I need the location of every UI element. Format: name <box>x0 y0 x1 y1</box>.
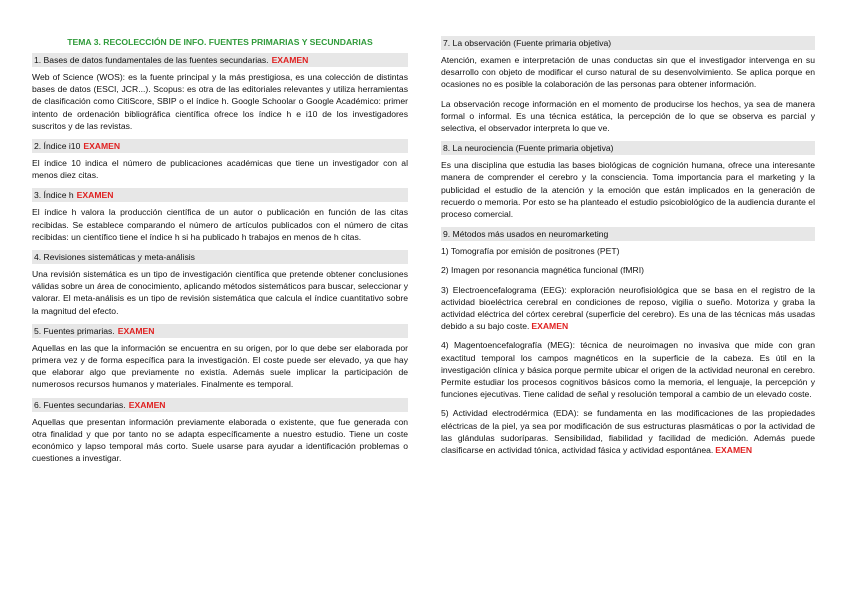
section-paragraph: Web of Science (WOS): es la fuente principal y la más prestigiosa, es una colección de distintas bases de datos (ESCI, JCR...). Scopus: es otra de las editoriales relevantes y utiliza herramientas de clasificación como CitiScore, SBIP o el índice h. Google Schoolar o Google Académico: primer intento de ordenación bibliográfica científica ofrece los índice h e i10 de los investigadores suscritos y de las revistas. <box>32 72 408 131</box>
heading-text: 1. Bases de datos fundamentales de las fuentes secundarias. <box>34 55 269 65</box>
section-fuentes-primarias <box>32 324 408 391</box>
right-column <box>441 36 815 463</box>
section-fuentes-secundarias <box>32 398 408 465</box>
heading-text: 3. Índice h <box>34 190 74 201</box>
heading-text: 5. Fuentes primarias. <box>34 325 115 336</box>
section-heading <box>32 324 408 338</box>
exam-tag: EXAMEN <box>128 399 166 410</box>
section-paragraph: Aquellas que presentan información previamente elaborada o existente, que fue generada con otra finalidad y que por tanto no se adapta específicamente a nuestro estudio. Tiene un coste económico y lapso temporal más corto. Suele usarse para ayudar a identificación problemas o cuestiones a investigar. <box>32 416 408 464</box>
section-heading: 8. La neurociencia (Fuente primaria objetiva) <box>441 141 815 155</box>
heading-text: 6. Fuentes secundarias. <box>34 399 126 410</box>
section-heading <box>32 53 408 67</box>
section-indice-i10 <box>32 139 408 181</box>
section-heading <box>32 250 408 264</box>
section-paragraph: Una revisión sistemática es un tipo de investigación científica que pretende obtener conclusiones válidas sobre un área de conocimiento, aplicando métodos sistemáticos para buscar, seleccionar y valorar. El meta-análisis es un tipo de revisión sistemática que calcula el índice cuantitativo sobre la magnitud del efecto. <box>32 269 408 316</box>
section-heading <box>32 398 408 412</box>
list-item-text: 5) Actividad electrodérmica (EDA): se fundamenta en las modificaciones de las propiedades eléctricas de la piel, ya sea por modificación de sus estructuras plasmáticas o por la actividad de las glándulas sudoríparas. Sensibilidad, fiabilidad y facilidad de medición. Además puede clasificarse en actividad tónica, actividad fásica y actividad espontánea. <box>441 408 815 456</box>
document-title: TEMA 3. RECOLECCIÓN DE INFO. FUENTES PRIMARIAS Y SECUNDARIAS <box>67 37 373 47</box>
list-item <box>441 407 815 456</box>
section-heading <box>32 188 408 202</box>
exam-tag: EXAMEN <box>271 55 309 65</box>
section-indice-h <box>32 188 408 243</box>
list-item-text: 3) Electroencefalograma (EEG): exploración neurofisiológica que se basa en el registro de la actividad bioeléctrica cerebral en condiciones de reposo, vigilia o sueño. Motoriza y graba la actividad eléctrica del córtex cerebral (superficie del cerebro). Es una de las técnicas más usadas debido a su bajo coste. <box>441 284 815 332</box>
list-item: 2) Imagen por resonancia magnética funcional (fMRI) <box>441 265 645 276</box>
section-metodos-neuromarketing <box>441 227 815 456</box>
exam-tag: EXAMEN <box>117 325 155 336</box>
section-paragraph: El índice h valora la producción científica de un autor o publicación en función de las citas recibidas. Se establece comparando el número de artículos publicados con el número de citas recibidas: un científico tiene el índice h si ha publicado h trabajos en menos de h citas. <box>32 207 408 242</box>
heading-text: 2. Índice i10 <box>34 141 81 152</box>
left-column <box>32 36 408 471</box>
section-revisiones <box>32 250 408 317</box>
list-item: 4) Magentoencefalografía (MEG): técnica de neuroimagen no invasiva que mide con gran exactitud temporal los campos magnéticos en la superficie de la cabeza. Es útil en la investigación clínica y básica porque permite ubicar el origen de la actividad neuronal en cerebro. Permite estudiar los procesos cognitivos básicos como la memoria, el lenguaje, la percepción y funciones ejecutivas. Tiene calidad de señal y resolución temporal a cambio de un elevado coste. <box>441 340 815 400</box>
section-paragraph: Es una disciplina que estudia las bases biológicas de cognición humana, ofrece una interesante manera de comprender el cerebro y la consciencia. Toma importancia para el marketing y la publicidad el estudio de la atención y la emoción que están implicados en la generación de recuerdo o memoria. Por esto se ha planteado el estudio psicobiológico de la audiencia durante el proceso comercial. <box>441 160 815 220</box>
section-observacion <box>441 36 815 134</box>
section-paragraph: Aquellas en las que la información se encuentra en su origen, por lo que debe ser elaborada por primera vez y de forma específica para la investigación. El coste puede ser elevado, ya que hay que elaborar algo que previamente no existía. Además suele implicar la participación de numerosos recursos humanos y materiales. Finalmente es temporal. <box>32 342 408 390</box>
heading-text: 4. Revisiones sistemáticas y meta-análisis <box>34 252 195 263</box>
section-neurociencia <box>441 141 815 220</box>
exam-tag: EXAMEN <box>76 190 114 201</box>
section-paragraph: La observación recoge información en el momento de producirse los hechos, ya sea de manera formal o informal. Es una técnica estática, la percepción de lo que se observa es parcial y selectiva, el observador interpreta lo que ve. <box>441 98 815 134</box>
section-paragraph: El índice 10 indica el número de publicaciones académicas que tiene un investigador con al menos diez citas. <box>32 158 408 181</box>
exam-tag: EXAMEN <box>531 321 569 332</box>
list-item: 1) Tomografía por emisión de positrones (PET) <box>441 246 620 257</box>
list-item <box>441 284 815 333</box>
exam-tag: EXAMEN <box>715 445 753 456</box>
section-heading <box>32 139 408 153</box>
section-heading: 7. La observación (Fuente primaria objetiva) <box>441 36 815 50</box>
section-paragraph: Atención, examen e interpretación de unas conductas sin que el investigador intervenga en su desarrollo con objeto de modificar el curso natural de su desenvolvimiento. Se aplica porque en ocasiones no es posible la colaboración de las personas para obtener información. <box>441 55 815 90</box>
section-bases-de-datos <box>32 53 408 132</box>
section-heading: 9. Métodos más usados en neuromarketing <box>441 227 815 241</box>
exam-tag: EXAMEN <box>83 141 121 152</box>
